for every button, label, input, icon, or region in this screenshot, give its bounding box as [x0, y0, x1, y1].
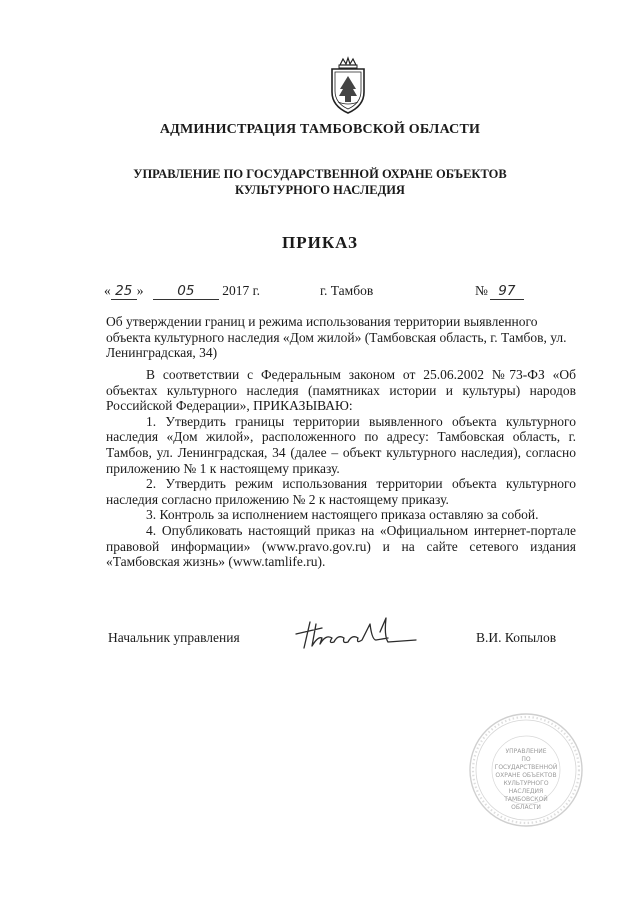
signatory-name: В.И. Копылов — [476, 630, 557, 645]
order-subject: Об утверждении границ и режима использования территории выявленного объекта культурного наследия «Дом жилой» (Тамбовская область, г. Тамбов, ул. Ленинградская, 34) — [106, 314, 567, 361]
signatory-position: Начальник управления — [108, 630, 240, 645]
order-date — [104, 283, 260, 300]
quote-open: « — [104, 283, 111, 298]
department-name — [0, 166, 640, 198]
seal-line-1: УПРАВЛЕНИЕ — [505, 748, 547, 755]
seal-line-6: ТАМБОВСКОЙ — [504, 796, 548, 803]
seal-line-3: ОХРАНЕ ОБЪЕКТОВ — [495, 772, 557, 779]
number-sign: № — [475, 283, 488, 298]
preamble-paragraph: В соответствии с Федеральным законом от 25.06.2002 №73-ФЗ «Об объектах культурного наследия (памятниках истории и культуры) народов Российской Федерации», ПРИКАЗЫВАЮ: — [106, 367, 576, 414]
department-line-2: КУЛЬТУРНОГО НАСЛЕДИЯ — [235, 183, 405, 197]
order-number — [475, 283, 524, 300]
seal-text — [490, 748, 562, 812]
document-title: ПРИКАЗ — [282, 233, 358, 252]
order-month: 05 — [153, 284, 219, 300]
coat-of-arms-icon — [326, 56, 370, 116]
item-4-paragraph: 4. Опубликовать настоящий приказ на «Официальном интернет-портале правовой информации» (www.pravo.gov.ru) и на сайте сетевого издания «Тамбовская жизнь» (www.tamlife.ru). — [106, 522, 576, 570]
item-2-paragraph: 2. Утвердить режим использования территории объекта культурного наследия согласно приложению № 2 к настоящему приказу. — [106, 476, 576, 507]
organization-name: АДМИНИСТРАЦИЯ ТАМБОВСКОЙ ОБЛАСТИ — [159, 122, 481, 137]
seal-line-4: КУЛЬТУРНОГО — [503, 780, 549, 787]
quote-close: » — [136, 283, 144, 298]
department-line-1: УПРАВЛЕНИЕ ПО ГОСУДАРСТВЕННОЙ ОХРАНЕ ОБЪЕКТОВ — [133, 167, 507, 181]
order-number-value: 97 — [490, 284, 524, 300]
seal-line-2: ПО ГОСУДАРСТВЕННОЙ — [494, 756, 558, 771]
order-day: 25 — [111, 284, 137, 300]
handwritten-signature — [292, 614, 422, 656]
item-1-paragraph: 1. Утвердить границы территории выявленного объекта культурного наследия «Дом жилой», расположенного по адресу: Тамбовская область, г. Тамбов, ул. Ленинградская, 34 (далее – объект культурного наследия), согласно приложению № 1 к настоящему приказу. — [106, 413, 576, 476]
item-3-paragraph: 3. Контроль за исполнением настоящего приказа оставляю за собой. — [146, 507, 539, 523]
order-city: г. Тамбов — [320, 283, 374, 298]
order-body — [106, 367, 576, 570]
seal-line-7: ОБЛАСТИ — [511, 804, 541, 811]
order-year: 2017 г. — [222, 283, 261, 298]
seal-line-5: НАСЛЕДИЯ — [508, 788, 544, 795]
